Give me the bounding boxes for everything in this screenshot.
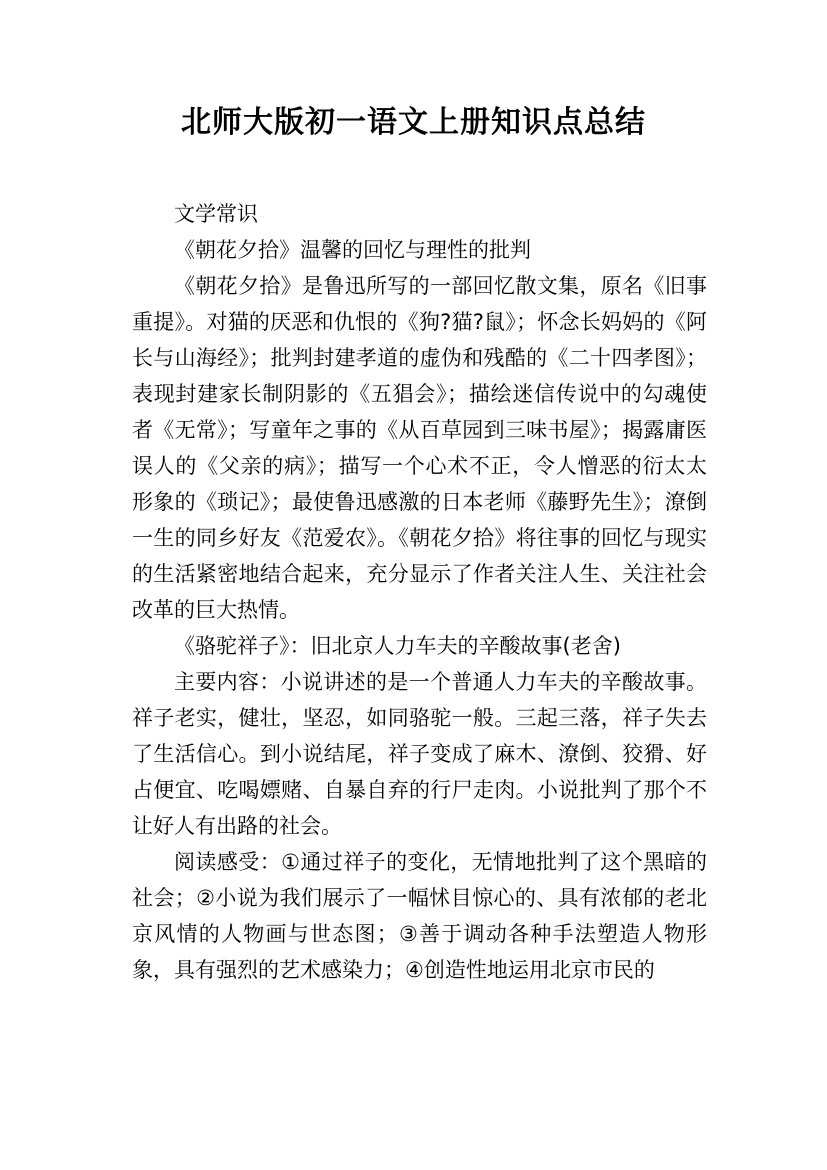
document-title: 北师大版初一语文上册知识点总结 <box>181 105 646 140</box>
paragraph-zhaohuaxishi: 《朝花夕拾》是鲁迅所写的一部回忆散文集，原名《旧事重提》。对猫的厌恶和仇恨的《狗?猫?鼠》；怀念长妈妈的《阿长与山海经》；批判封建孝道的虚伪和残酷的《二十四孝图》；表现封建家长制阴影的《五猖会》；描绘迷信传说中的勾魂使者《无常》；写童年之事的《从百草园到三味书屋》；揭露庸医误人的《父亲的病》；描写一个心术不正，令人憎恶的衍太太形象的《琐记》；最使鲁迅感激的日本老师《藤野先生》；潦倒一生的同乡好友《范爱农》。《朝花夕拾》将往事的回忆与现实的生活紧密地结合起来，充分显示了作者关注人生、关注社会改革的巨大热情。 <box>132 274 707 622</box>
section-heading-literature: 文学常识 <box>174 202 258 226</box>
paragraph-main-content: 主要内容：小说讲述的是一个普通人力车夫的辛酸故事。祥子老实，健壮，坚忍，如同骆驼一般。三起三落，祥子失去了生活信心。到小说结尾，祥子变成了麻木、潦倒、狡猾、好占便宜、吃喝嫖赌、自暴自弃的行尸走肉。小说批判了那个不让好人有出路的社会。 <box>132 670 707 838</box>
subheading-luotuoxiangzi: 《骆驼祥子》：旧北京人力车夫的辛酸故事(老舍) <box>174 634 621 658</box>
paragraph-reading-impressions: 阅读感受：①通过祥子的变化，无情地批判了这个黑暗的社会；②小说为我们展示了一幅怵目惊心的、具有浓郁的老北京风情的人物画与世态图；③善于调动各种手法塑造人物形象，具有强烈的艺术感染力；④创造性地运用北京市民的 <box>132 850 707 982</box>
document-body <box>132 196 707 988</box>
subheading-zhaohuaxishi: 《朝花夕拾》温馨的回忆与理性的批判 <box>174 238 531 262</box>
